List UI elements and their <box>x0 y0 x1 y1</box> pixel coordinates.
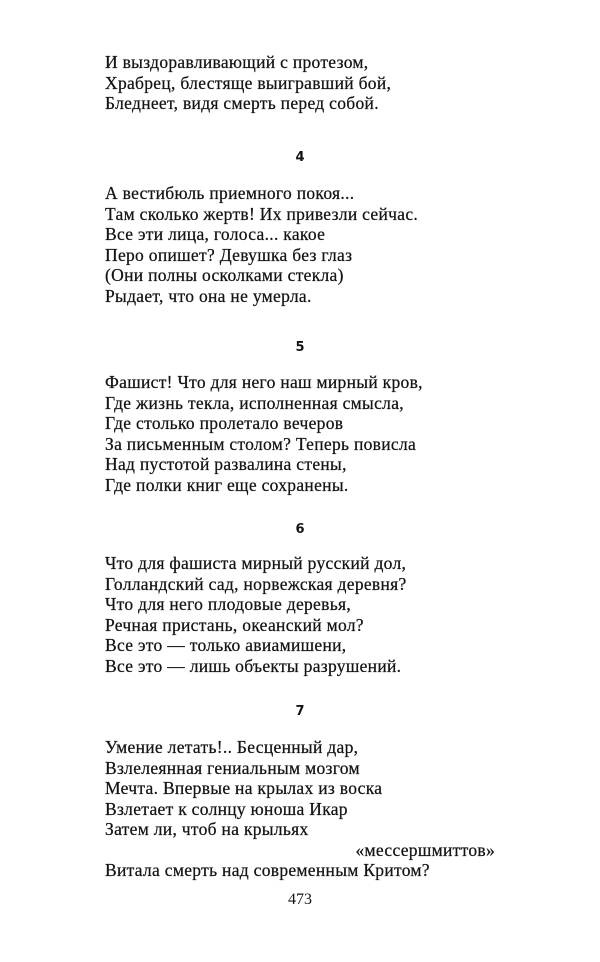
verse-line: Рыдает, что она не умерла. <box>105 285 312 306</box>
verse-line: Над пустотой развалина стены, <box>105 454 347 474</box>
page-number: 473 <box>288 891 312 908</box>
verse-line: Где жизнь текла, исполненная смысла, <box>105 392 404 413</box>
verse-line: Бледнеет, видя смерть перед собой. <box>105 93 379 113</box>
verse-line: Перо опишет? Девушка без глаз <box>105 244 353 265</box>
verse-line: Умение летать!.. Бесценный дар, <box>105 737 359 757</box>
verse-line: Взлетает к солнцу юноша Икар <box>105 798 348 819</box>
verse-line: Что для него плодовые деревья, <box>105 594 351 614</box>
section-number-6: 6 <box>295 522 305 537</box>
section-number-5: 5 <box>295 340 305 355</box>
verse-line: Храбрец, блестяще выигравший бой, <box>105 72 392 93</box>
section-number-7: 7 <box>295 704 305 719</box>
verse-line: Витала смерть над современным Критом? <box>105 860 430 880</box>
verse-line: Взлелеянная гениальным мозгом <box>105 757 360 778</box>
verse-line: А вестибюль приемного покоя... <box>105 183 355 203</box>
verse-line: Голландский сад, норвежская деревня? <box>105 573 407 594</box>
verse-line: И выздоравливающий с протезом, <box>105 52 369 72</box>
stanza-7 <box>105 737 505 881</box>
stanza-3-end <box>105 52 505 114</box>
verse-line: Все это — только авиамишени, <box>105 635 347 655</box>
stanza-4 <box>105 183 505 306</box>
stanza-5 <box>105 372 505 495</box>
verse-line: Где полки книг еще сохранены. <box>105 474 349 495</box>
verse-line: За письменным столом? Теперь повисла <box>105 433 417 454</box>
verse-line: (Они полны осколками стекла) <box>105 265 344 285</box>
section-number-4: 4 <box>295 150 305 165</box>
verse-line: Речная пристань, океанский мол? <box>105 614 364 635</box>
verse-line: Фашист! Что для него наш мирный кров, <box>105 372 423 392</box>
verse-line: Все это — лишь объекты разрушений. <box>105 655 402 676</box>
verse-line: Там сколько жертв! Их привезли сейчас. <box>105 203 419 224</box>
stanza-6 <box>105 553 505 676</box>
verse-line-continuation: «мессершмиттов» <box>355 839 495 860</box>
verse-line: Где столько пролетало вечеров <box>105 413 344 433</box>
verse-line: Что для фашиста мирный русский дол, <box>105 553 407 573</box>
verse-line: Мечта. Впервые на крылах из воска <box>105 778 383 798</box>
verse-line: Затем ли, чтоб на крыльях <box>105 819 309 839</box>
verse-line: Все эти лица, голоса... какое <box>105 224 326 244</box>
